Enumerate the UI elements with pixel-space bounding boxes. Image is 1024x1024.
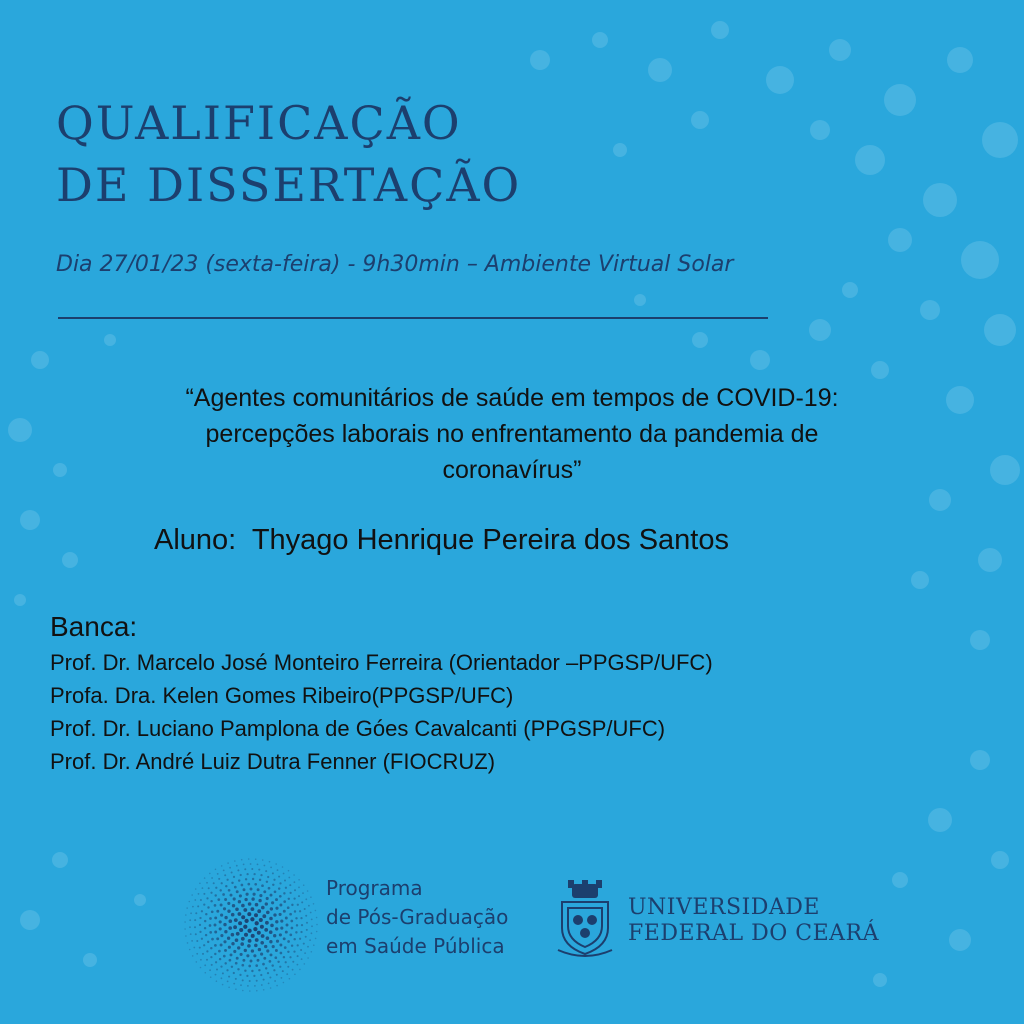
committee-member: Prof. Dr. Luciano Pamplona de Góes Cavalcanti (PPGSP/UFC) xyxy=(50,716,666,741)
event-date-location: Dia 27/01/23 (sexta-feira) - 9h30min – Ambiente Virtual Solar xyxy=(56,252,734,277)
thesis-title xyxy=(50,380,974,488)
thesis-line-2: percepções laborais no enfrentamento da pandemia de xyxy=(205,420,819,448)
committee-member: Profa. Dra. Kelen Gomes Ribeiro(PPGSP/UFC) xyxy=(50,683,514,708)
committee-member: Prof. Dr. Marcelo José Monteiro Ferreira (Orientador –PPGSP/UFC) xyxy=(50,650,713,675)
title-line-1: QUALIFICAÇÃO xyxy=(56,96,462,150)
ppgsp-line-3: em Saúde Pública xyxy=(326,934,505,958)
ufc-line-2: FEDERAL DO CEARÁ xyxy=(628,921,879,946)
committee-member: Prof. Dr. André Luiz Dutra Fenner (FIOCRUZ) xyxy=(50,749,496,774)
thesis-line-1: “Agentes comunitários de saúde em tempos de COVID-19: xyxy=(185,384,839,412)
ppgsp-line-2: de Pós-Graduação xyxy=(326,905,509,929)
student-line xyxy=(154,524,729,557)
thesis-line-3: coronavírus” xyxy=(442,456,582,484)
committee-label: Banca: xyxy=(50,611,138,642)
student-name: Thyago Henrique Pereira dos Santos xyxy=(251,524,729,556)
ppgsp-program-name xyxy=(326,874,508,961)
student-label: Aluno: xyxy=(154,524,237,556)
ufc-line-1: UNIVERSIDADE xyxy=(628,895,820,920)
ppgsp-line-1: Programa xyxy=(326,876,423,900)
ppgsp-dotted-sphere-logo xyxy=(176,850,326,1000)
title-line-2: DE DISSERTAÇÃO xyxy=(56,158,522,212)
ufc-university-name xyxy=(628,895,879,947)
committee-section xyxy=(50,608,713,778)
page-title xyxy=(56,92,521,216)
ufc-crest-logo xyxy=(554,880,616,960)
divider-line xyxy=(58,317,768,319)
